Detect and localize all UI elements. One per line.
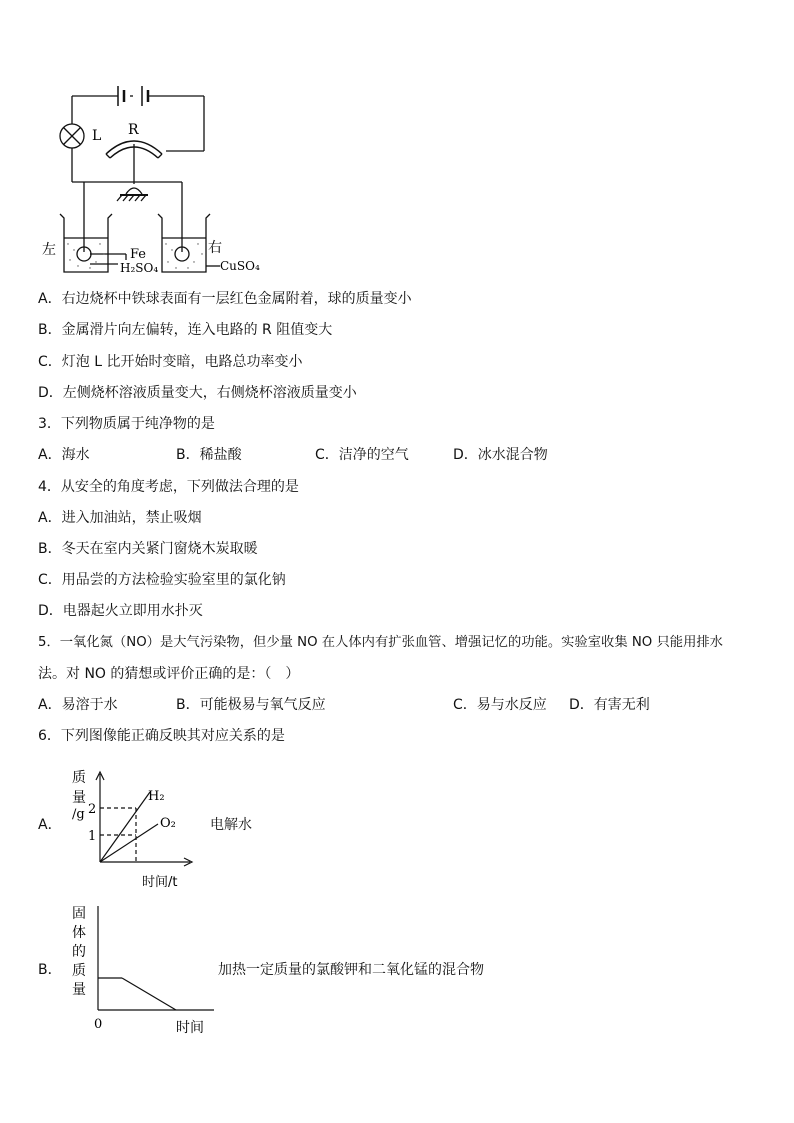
graph-a-series-o2: O₂: [160, 816, 176, 831]
graph-a-ylabel-1: 质: [72, 770, 86, 786]
q2-option-d: D．左侧烧杯溶液质量变大，右侧烧杯溶液质量变小: [38, 385, 357, 401]
q3-option-a: A．海水: [38, 447, 90, 463]
q3-stem: 3．下列物质属于纯净物的是: [38, 416, 215, 432]
q5-stem-line2: 法。对 NO 的猜想或评价正确的是：（ ）: [38, 666, 300, 682]
q5-stem-line1: 5．一氧化氮（NO）是大气污染物，但少量 NO 在人体内有扩张血管、增强记忆的功能。实验室收集 NO 只能用排水: [38, 635, 723, 650]
graph-a-tick-1: 1: [88, 829, 97, 844]
circuit-diagram: [30, 78, 260, 278]
graph-b-xlabel: 时间: [176, 1020, 204, 1036]
q4-option-c: C．用品尝的方法检验实验室里的氯化钠: [38, 572, 286, 588]
q4-option-b: B．冬天在室内关紧门窗烧木炭取暖: [38, 541, 258, 557]
right-solution-label: CuSO₄: [220, 259, 260, 273]
q3-option-d: D．冰水混合物: [453, 447, 548, 463]
q3-option-c: C．洁净的空气: [315, 447, 409, 463]
ball-label: Fe: [130, 247, 147, 262]
q6-option-b-caption: 加热一定质量的氯酸钾和二氧化锰的混合物: [218, 962, 484, 978]
rheostat-label: R: [128, 122, 139, 138]
graph-b-ylabel-3: 的: [72, 944, 86, 960]
graph-a-tick-2: 2: [88, 802, 97, 817]
graph-b-ylabel-1: 固: [72, 906, 86, 922]
graph-a-series-h2: H₂: [148, 789, 165, 804]
q2-option-c: C．灯泡 L 比开始时变暗，电路总功率变小: [38, 354, 303, 370]
right-label: 右: [208, 240, 222, 256]
q5-option-b: B．可能极易与氧气反应: [176, 697, 326, 713]
graph-b-origin: 0: [94, 1017, 103, 1032]
graph-b-ylabel-5: 量: [72, 982, 86, 998]
graph-b-ylabel-4: 质: [72, 963, 86, 979]
q4-option-a: A．进入加油站，禁止吸烟: [38, 510, 202, 526]
graph-a-xlabel: 时间/t: [142, 875, 178, 890]
q5-option-d: D．有害无利: [569, 697, 650, 713]
q6-option-a-letter: A．: [38, 817, 62, 833]
q6-graph-a: [66, 762, 196, 892]
q6-stem: 6．下列图像能正确反映其对应关系的是: [38, 728, 285, 744]
q4-stem: 4．从安全的角度考虑，下列做法合理的是: [38, 479, 299, 495]
q6-option-a-caption: 电解水: [210, 817, 252, 833]
q4-option-d: D．电器起火立即用水扑灭: [38, 603, 203, 619]
left-solution-label: H₂SO₄: [120, 261, 159, 275]
left-label: 左: [42, 242, 56, 258]
q3-option-b: B．稀盐酸: [176, 447, 242, 463]
lamp-label: L: [92, 128, 102, 144]
graph-a-ylabel-2: 量: [72, 790, 86, 806]
q6-option-b-letter: B．: [38, 962, 62, 978]
q5-option-a: A．易溶于水: [38, 697, 118, 713]
q5-option-c: C．易与水反应: [453, 697, 547, 713]
graph-b-ylabel-2: 体: [72, 925, 86, 941]
q2-option-b: B．金属滑片向左偏转，连入电路的 R 阻值变大: [38, 322, 333, 338]
q2-option-a: A．右边烧杯中铁球表面有一层红色金属附着，球的质量变小: [38, 291, 412, 307]
graph-a-ylabel-unit: /g: [72, 807, 85, 822]
q6-graph-b: [66, 902, 216, 1042]
